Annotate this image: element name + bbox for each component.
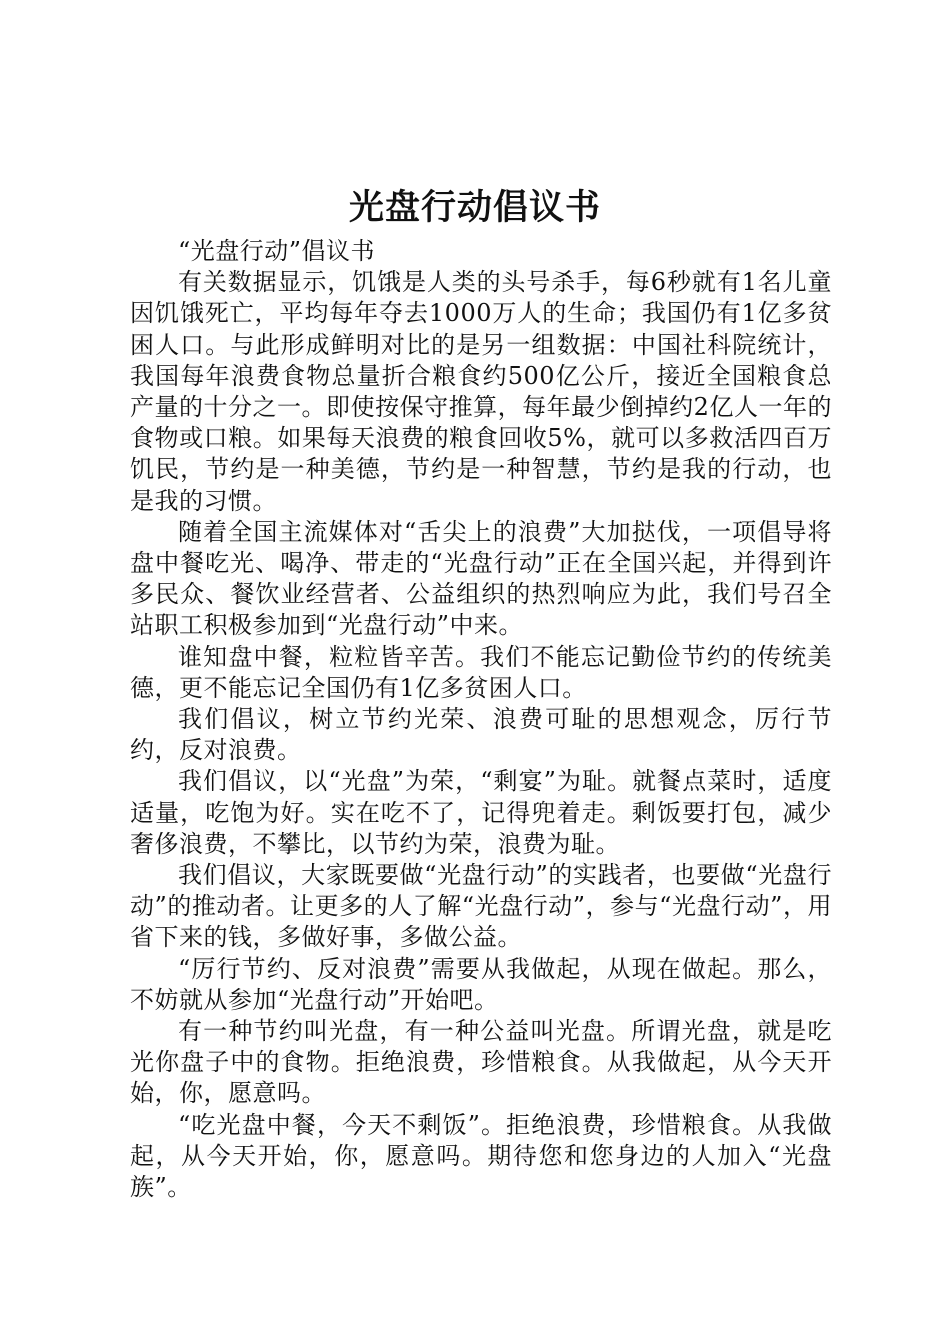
- paragraph-proposal-1: 我们倡议，树立节约光荣、浪费可耻的思想观念，厉行节约，反对浪费。: [130, 705, 832, 765]
- paragraph-definition: 有一种节约叫光盘，有一种公益叫光盘。所谓光盘，就是吃光你盘子中的食物。拒绝浪费，珍惜粮食。从我做起，从今天开始，你，愿意吗。: [130, 1017, 832, 1108]
- document-title: 光盘行动倡议书: [348, 188, 601, 228]
- paragraph-campaign: 随着全国主流媒体对“舌尖上的浪费”大加挞伐，一项倡导将盘中餐吃光、喝净、带走的“光盘行动”正在全国兴起，并得到许多民众、餐饮业经营者、公益组织的热烈响应为此，我们号召全站职工积极参加到“光盘行动”中来。: [130, 517, 832, 640]
- paragraph-proposal-2: 我们倡议，以“光盘”为荣，“剩宴”为耻。就餐点菜时，适度适量，吃饱为好。实在吃不了，记得兜着走。剩饭要打包，减少奢侈浪费，不攀比，以节约为荣，浪费为耻。: [130, 767, 832, 858]
- paragraph-proposal-3: 我们倡议，大家既要做“光盘行动”的实践者，也要做“光盘行动”的推动者。让更多的人了解“光盘行动”，参与“光盘行动”，用省下来的钱，多做好事，多做公益。: [130, 861, 832, 952]
- paragraph-tradition: 谁知盘中餐，粒粒皆辛苦。我们不能忘记勤俭节约的传统美德，更不能忘记全国仍有1亿多贫困人口。: [130, 642, 832, 702]
- document-body: [130, 236, 832, 1203]
- paragraph-closing: “吃光盘中餐，今天不剩饭”。拒绝浪费，珍惜粮食。从我做起，从今天开始，你，愿意吗。期待您和您身边的人加入“光盘族”。: [130, 1110, 832, 1202]
- paragraph-subtitle: “光盘行动”倡议书: [178, 237, 376, 265]
- paragraph-statistics: 有关数据显示，饥饿是人类的头号杀手，每6秒就有1名儿童因饥饿死亡，平均每年夺去1000万人的生命；我国仍有1亿多贫困人口。与此形成鲜明对比的是另一组数据：中国社科院统计，我国每年浪费食物总量折合粮食约500亿公斤，接近全国粮食总产量的十分之一。即使按保守推算，每年最少倒掉约2亿人一年的食物或口粮。如果每天浪费的粮食回收5%，就可以多救活四百万饥民，节约是一种美德，节约是一种智慧，节约是我的行动，也是我的习惯。: [130, 268, 832, 515]
- paragraph-start-now: “厉行节约、反对浪费”需要从我做起，从现在做起。那么，不妨就从参加“光盘行动”开始吧。: [130, 954, 832, 1014]
